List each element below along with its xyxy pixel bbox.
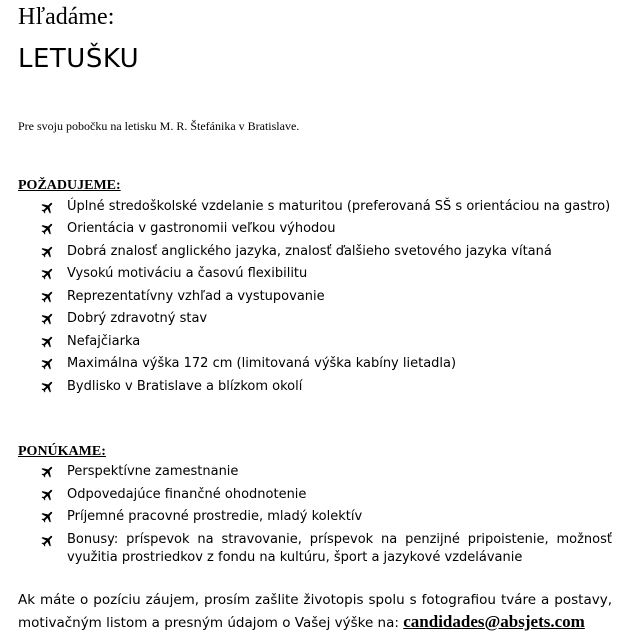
- list-item-text: Nefajčiarka: [67, 333, 141, 349]
- offers-title: PONÚKAME:: [18, 444, 106, 459]
- list-item-text: Perspektívne zamestnanie: [67, 464, 239, 479]
- requirements-list: [38, 196, 612, 398]
- list-item: [38, 286, 612, 309]
- list-item: [38, 461, 612, 484]
- list-item-text: Maximálna výška 172 cm (limitovaná výška kabíny lietadla): [67, 356, 457, 371]
- list-item-text: Príjemné pracovné prostredie, mladý kolektív: [67, 509, 363, 524]
- list-item-text: Dobrá znalosť anglického jazyka, znalosť ďalšieho svetového jazyka vítaná: [67, 243, 552, 259]
- heading: Hľadáme:: [18, 4, 115, 30]
- list-item: [38, 376, 612, 399]
- list-item-text: Bonusy: príspevok na stravovanie, príspevok na penzijné pripoistenie, možnosť využitia prostriedkov z fondu na kultúru, šport a jazykové vzdelávanie: [67, 531, 612, 565]
- airplane-icon: [40, 266, 55, 281]
- list-item-text: Reprezentatívny vzhľad a vystupovanie: [67, 288, 325, 304]
- closing-text: [18, 589, 612, 634]
- airplane-icon: [40, 356, 55, 371]
- airplane-icon: [40, 289, 55, 304]
- airplane-icon: [40, 533, 55, 548]
- list-item: [38, 353, 612, 376]
- list-item-text: Dobrý zdravotný stav: [67, 311, 208, 326]
- email-link[interactable]: candidades@absjets.com: [403, 612, 585, 631]
- airplane-icon: [40, 487, 55, 502]
- list-item-text: Úplné stredoškolské vzdelanie s maturitou (preferovaná SŠ s orientáciou na gastro): [67, 199, 611, 214]
- intro-text: Pre svoju pobočku na letisku M. R. Štefánika v Bratislave.: [18, 119, 300, 133]
- airplane-icon: [40, 200, 55, 215]
- list-item: [38, 506, 612, 529]
- list-item: [38, 484, 612, 507]
- airplane-icon: [40, 509, 55, 524]
- airplane-icon: [40, 311, 55, 326]
- list-item: [38, 529, 612, 569]
- airplane-icon: [40, 464, 55, 479]
- list-item-text: Odpovedajúce finančné ohodnotenie: [67, 486, 307, 502]
- offers-list: [38, 461, 612, 569]
- airplane-icon: [40, 334, 55, 349]
- list-item-text: Orientácia v gastronomii veľkou výhodou: [67, 221, 336, 236]
- list-item: [38, 308, 612, 331]
- airplane-icon: [40, 244, 55, 259]
- list-item: [38, 218, 612, 241]
- requirements-title: POŽADUJEME:: [18, 178, 121, 193]
- list-item: [38, 241, 612, 264]
- job-title: LETUŠKU: [18, 44, 140, 74]
- list-item: [38, 331, 612, 354]
- closing-message: Ak máte o pozíciu záujem, prosím zašlite životopis spolu s fotografiou tváre a postavy, motivačným listom a presným údajom o Vašej výške na:: [18, 592, 612, 631]
- airplane-icon: [40, 221, 55, 236]
- list-item-text: Vysokú motiváciu a časovú flexibilitu: [67, 266, 308, 281]
- list-item: [38, 196, 612, 218]
- airplane-icon: [40, 379, 55, 394]
- list-item-text: Bydlisko v Bratislave a blízkom okolí: [67, 378, 303, 394]
- list-item: [38, 263, 612, 286]
